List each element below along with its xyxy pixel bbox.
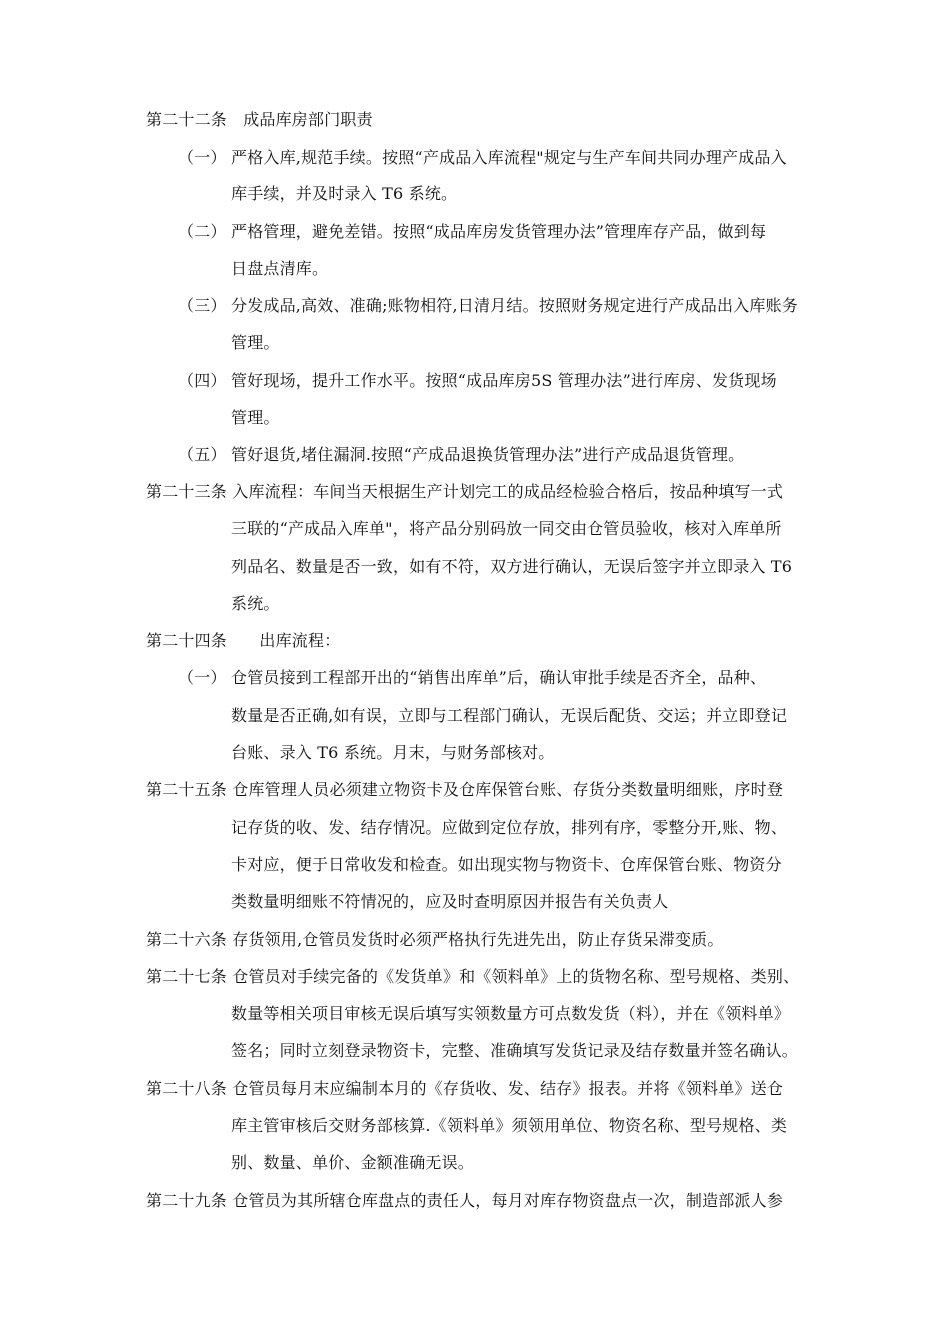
article-22-item-4-text: 管好现场，提升工作水平。按照“成品库房5S 管理办法”进行库房、发货现场 bbox=[231, 371, 777, 390]
article-24-item-1-line-3: 台账、录入 T6 系统。月末，与财务部核对。 bbox=[231, 743, 555, 762]
article-22-item-2-cont: 日盘点清库。 bbox=[231, 259, 329, 278]
article-25-line-4: 类数量明细账不符情况的，应及时查明原因并报告有关负责人 bbox=[231, 892, 669, 911]
article-22-item-2-mark: （二） bbox=[178, 222, 227, 241]
article-23-line-4: 系统。 bbox=[231, 594, 280, 613]
article-28-line-3: 别、数量、单价、金额准确无误。 bbox=[231, 1153, 475, 1172]
article-27-line-2: 数量等相关项目审核无误后填写实领数量方可点数发货（料），并在《领料单》 bbox=[231, 1004, 791, 1023]
article-25-line-1: 第二十五条 仓库管理人员必须建立物资卡及仓库保管台账、存货分类数量明细账，序时登 bbox=[146, 780, 784, 799]
article-22-item-3-text: 分发成品,高效、准确;账物相符,日清月结。按照财务规定进行产成品出入库账务 bbox=[231, 296, 798, 315]
article-23-line-3: 列品名、数量是否一致，如有不符，双方进行确认，无误后签字并立即录入 T6 bbox=[231, 557, 793, 576]
article-25-line-2: 记存货的收、发、结存情况。应做到定位存放，排列有序，零整分开,账、物、 bbox=[231, 818, 788, 837]
article-26-line-1: 第二十六条 存货领用,仓管员发货时必须严格执行先进先出，防止存货呆滞变质。 bbox=[146, 930, 724, 949]
article-28-line-1: 第二十八条 仓管员每月末应编制本月的《存货收、发、结存》报表。并将《领料单》送仓 bbox=[146, 1079, 784, 1098]
article-23-line-2: 三联的“产成品入库单"，将产品分别码放一同交由仓管员验收，核对入库单所 bbox=[231, 519, 782, 538]
article-22-item-1-text: 严格入库,规范手续。按照“产成品入库流程"规定与生产车间共同办理产成品入 bbox=[231, 148, 787, 167]
article-24-heading: 第二十四条 出库流程： bbox=[146, 631, 341, 650]
article-29-line-1: 第二十九条 仓管员为其所辖仓库盘点的责任人，每月对库存物资盘点一次，制造部派人参 bbox=[146, 1191, 784, 1210]
article-22-item-1-mark: （一） bbox=[178, 148, 227, 167]
article-22-item-3-mark: （三） bbox=[178, 296, 227, 315]
article-22-item-5-mark: （五） bbox=[178, 445, 227, 464]
article-23-line-1: 第二十三条 入库流程：车间当天根据生产计划完工的成品经检验合格后，按品种填写一式 bbox=[146, 482, 784, 501]
article-27-line-1: 第二十七条 仓管员对手续完备的《发货单》和《领料单》上的货物名称、型号规格、类别、 bbox=[146, 967, 800, 986]
article-22-item-3-cont: 管理。 bbox=[231, 333, 280, 352]
article-24-item-1-line-2: 数量是否正确,如有误，立即与工程部门确认，无误后配货、交运；并立即登记 bbox=[231, 706, 788, 725]
article-22-item-4-mark: （四） bbox=[178, 371, 227, 390]
article-22-item-1-cont: 库手续，并及时录入 T6 系统。 bbox=[231, 184, 458, 203]
article-22-item-4-cont: 管理。 bbox=[231, 408, 280, 427]
article-22-item-2-text: 严格管理，避免差错。按照“成品库房发货管理办法”管理库存产品，做到每 bbox=[231, 222, 767, 241]
article-24-item-1-mark: （一） bbox=[178, 668, 227, 687]
article-22-item-5-text: 管好退货,堵住漏洞.按照“产成品退换货管理办法”进行产成品退货管理。 bbox=[231, 445, 745, 464]
article-27-line-3: 签名；同时立刻登录物资卡，完整、准确填写发货记录及结存数量并签名确认。 bbox=[231, 1041, 799, 1060]
article-28-line-2: 库主管审核后交财务部核算.《领料单》须领用单位、物资名称、型号规格、类 bbox=[231, 1116, 788, 1135]
article-24-item-1-line-1: 仓管员接到工程部开出的“销售出库单”后，确认审批手续是否齐全，品种、 bbox=[231, 668, 767, 687]
article-25-line-3: 卡对应，便于日常收发和检查。如出现实物与物资卡、仓库保管台账、物资分 bbox=[231, 855, 782, 874]
article-22-heading: 第二十二条 成品库房部门职责 bbox=[146, 110, 373, 129]
